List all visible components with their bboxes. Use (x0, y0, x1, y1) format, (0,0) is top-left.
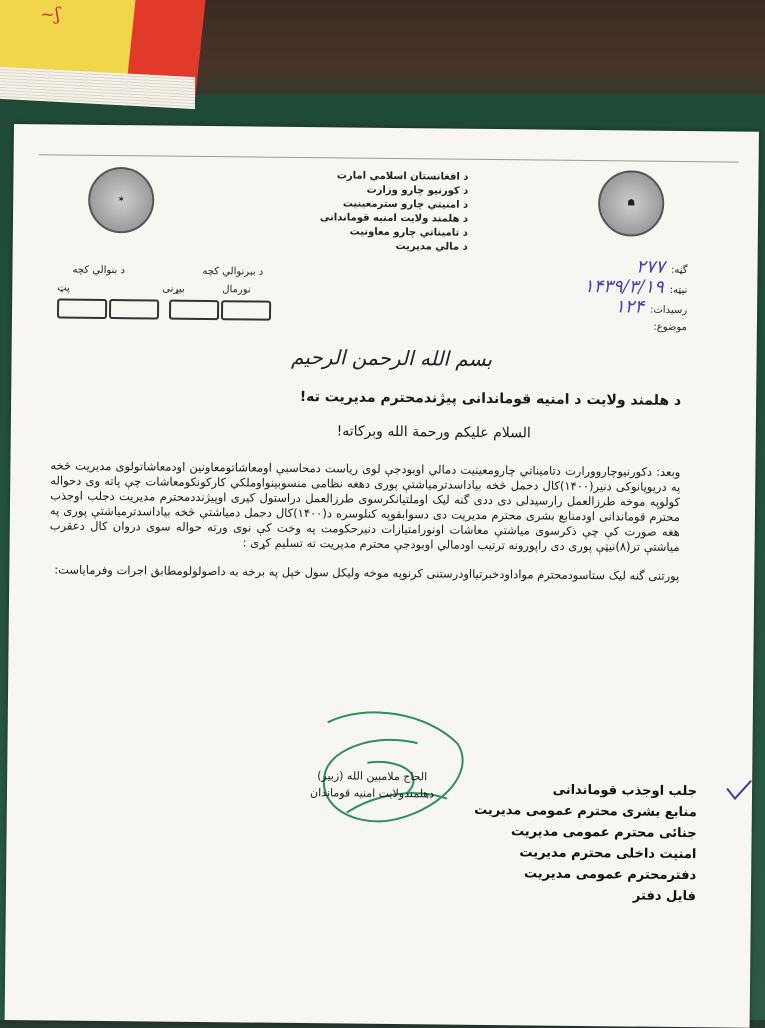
copy-recipient: منابع بشری محترم عمومی مدیریت (474, 802, 697, 821)
checkbox-box (57, 298, 107, 319)
receipt-label: رسیدات: (649, 304, 688, 317)
date-label: نیټه: (669, 284, 688, 297)
number-label: گڼه: (670, 264, 688, 277)
receipt-row (557, 296, 688, 321)
subject-row (557, 320, 687, 341)
letterhead-line: د مالي مدیریت (395, 241, 468, 253)
checkbox-box (109, 299, 159, 320)
paragraph: پورتنی گنه لیک ستاسودمحترم مواداودخبرتیااودرستنی کرنوپه موخه ولیکل سول خپل په برخه به داصولولومطابق اجرات وفرمایاست: (54, 562, 680, 583)
number-value: ۲۷۷ (635, 256, 666, 278)
paragraphs (49, 458, 680, 584)
signer-name: الحاج ملامبین الله (زبیر) (317, 769, 428, 784)
letter-document (5, 124, 759, 1028)
letterhead (283, 169, 469, 255)
letterhead-line: د افغانستان اسلامي امارت (336, 170, 469, 183)
subject-label: موضوع: (653, 321, 687, 334)
signature-block (272, 767, 472, 803)
letter-body (49, 386, 681, 598)
letterhead-line: د هلمند ولایت امنیه قوماندانی (319, 212, 469, 225)
reference-block (557, 256, 688, 341)
bismillah: بسم الله الرحمن الرحيم (290, 344, 493, 372)
urgency-label: د ببرنوالي کچه (202, 265, 264, 278)
salutation: السلام علیکم ورحمة الله وبرکاته! (336, 423, 531, 442)
police-seal-emblem: ✶ (88, 167, 155, 234)
signer-title: دهلمندولایت امنیه قوماندان (310, 786, 435, 801)
security-label: د بنوالي کچه (72, 264, 126, 277)
copy-recipient: فایل دفتر (632, 888, 697, 905)
copy-recipient: جلب اوجذب قوماندانی (552, 782, 698, 800)
emirate-emblem: ☗ (598, 170, 665, 237)
copy-recipient: جنائی محترم عمومی مدیریت (510, 824, 697, 842)
letterhead-line: د کورنیو چارو وزارت (366, 184, 469, 197)
priority-boxes (57, 264, 278, 326)
doodle-mark: ~ʃ (40, 4, 60, 25)
copy-recipient: امنیت داخلی محترم مدیریت (519, 845, 697, 863)
checkbox-box (221, 300, 271, 321)
letterhead-line: د امنیتي چارو سترمعینیت (342, 198, 469, 211)
addressee: د هلمند ولایت د امنیه قوماندانی پیژندمحترم مدیریت ته! (299, 389, 682, 410)
letterhead-line: د تامیناتي چارو معاونیت (349, 226, 468, 239)
header-rule (39, 154, 739, 162)
paragraph: وبعد: دکورنیوچاروورارت دتامیناتي چارومعینیت دمالي اوبودجې لوی ریاست دمحاسبې اومعاشاتومعاونین اودمعاشاتولوی مدیریت څخه په دریوپانوکی دنیر(۱۴۰۰)کال دحمل څخه بیاداسدترمیاشتې پوری دهغه نظامی منسوبینواوملکي کارکونکومعاشات چې پاته وی دحواله کولوپه موخه طرزالعمل رارسیدلی دی ددی گنه لیک اوملتیانکرسوی طرزالعمل دراستول کیری اوپیژنددمحترم مدیریت دجلب اوجذب محترم قوماندانی اودمنابع بشری محترم مدیریت دی دسوابقوپه کنلوسره د(۱۴۰۰)کال دحمل دمیاشتې څخه بیاداسدترمیاشتې پوری په هغه صورت کې چې ذکرسوی میاشتې معاشات اونورامتیازات دنیرحکومت په وخت کې نوی ورته حواله سوی دروان کال دعقرب میاشتې تر(۸)نیټې پوری دی راپورونه ترتیب اودمالي اوبودجې محترم مدیریت ته تسلیم کړی : (49, 458, 681, 554)
receipt-value: ۱۲۴ (614, 296, 645, 318)
copy-recipient: دفترمحترم عمومی مدیریت (524, 866, 697, 884)
fast-label: بیړنی (162, 283, 185, 295)
normal-label: نورمال (222, 284, 251, 296)
checkmark-icon (725, 778, 753, 800)
checkbox-box (169, 300, 219, 321)
copy-list (446, 779, 697, 908)
secret-label: پټ (57, 282, 70, 294)
date-value: ۱۴۳۹/۳/۱۹ (583, 275, 664, 298)
